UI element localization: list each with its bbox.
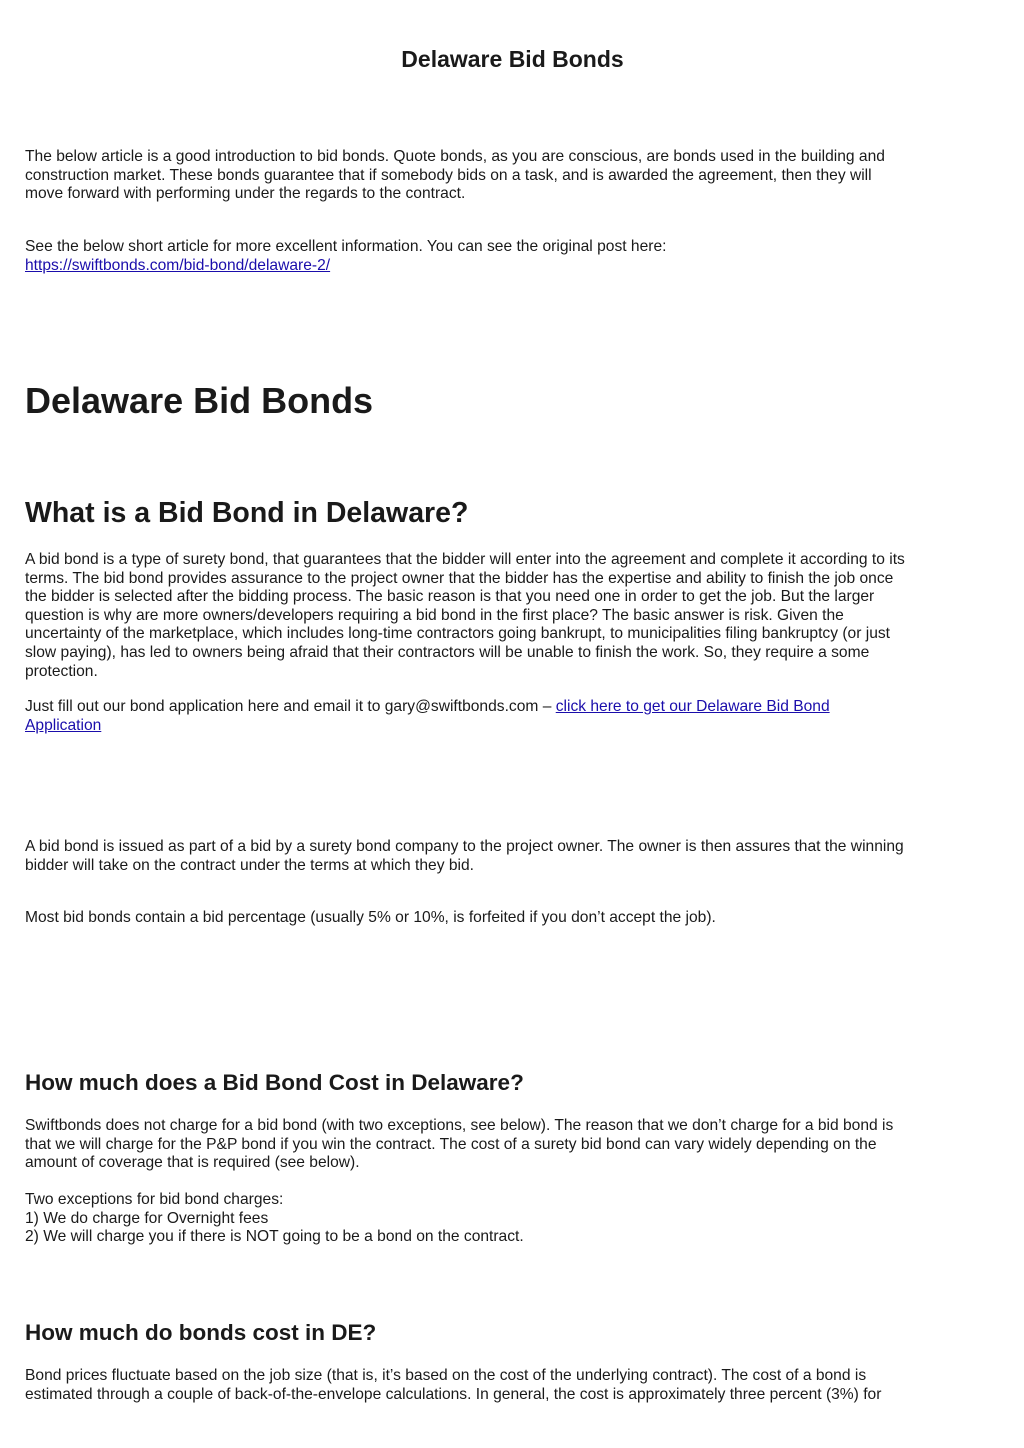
source-text: See the below short article for more excellent information. You can see the original post here: — [25, 238, 667, 255]
section-heading-bond-cost-de: How much do bonds cost in DE? — [25, 1320, 377, 1345]
percentage-paragraph — [25, 909, 1000, 928]
exceptions-list — [25, 1191, 1000, 1247]
application-paragraph — [25, 698, 1000, 735]
body-line: that we will charge for the P&P bond if you win the contract. The cost of a surety bid bond can vary widely depending on the — [25, 1135, 877, 1153]
body-line: slow paying), has led to owners being afraid that their contractors will be unable to finish the work. So, they require a some — [25, 643, 870, 661]
body-line: Most bid bonds contain a bid percentage (usually 5% or 10%, is forfeited if you don’t accept the job). — [25, 909, 716, 926]
application-text: Just fill out our bond application here and email it to gary@swiftbonds.com – — [25, 698, 556, 715]
body-line: the bidder is selected after the bidding process. The basic reason is that you need one in order to get the job. But the larger — [25, 588, 875, 606]
source-paragraph — [25, 238, 1000, 275]
application-link-continued[interactable]: Application — [25, 716, 102, 734]
section-heading-bid-bond-cost: How much does a Bid Bond Cost in Delaware? — [25, 1070, 524, 1095]
exceptions-title: Two exceptions for bid bond charges: — [25, 1191, 284, 1208]
cost-paragraph — [25, 1117, 1000, 1173]
article-heading: Delaware Bid Bonds — [25, 380, 374, 421]
section-heading-what-is-bid-bond: What is a Bid Bond in Delaware? — [25, 497, 469, 529]
intro-paragraph — [25, 148, 1000, 204]
source-link[interactable]: https://swiftbonds.com/bid-bond/delaware-2/ — [25, 256, 331, 274]
issuance-paragraph — [25, 838, 1000, 875]
bond-prices-paragraph — [25, 1367, 1000, 1404]
body-line: A bid bond is a type of surety bond, that guarantees that the bidder will enter into the agreement and complete it according to its — [25, 551, 905, 568]
application-link[interactable]: click here to get our Delaware Bid Bond — [555, 698, 830, 715]
intro-line: construction market. These bonds guarantee that if somebody bids on a task, and is awarded the agreement, then they will — [25, 166, 872, 184]
body-line: protection. — [25, 662, 98, 680]
body-line: bidder will take on the contract under the terms at which they bid. — [25, 856, 474, 874]
section1-paragraph — [25, 551, 1000, 681]
body-line: Bond prices fluctuate based on the job size (that is, it’s based on the cost of the underlying contract). The cost of a bond is — [25, 1367, 867, 1384]
body-line: A bid bond is issued as part of a bid by a surety bond company to the project owner. The owner is then assures that the winning — [25, 838, 904, 855]
document-title: Delaware Bid Bonds — [401, 46, 624, 72]
body-line: amount of coverage that is required (see below). — [25, 1154, 360, 1172]
intro-line: move forward with performing under the regards to the contract. — [25, 185, 466, 203]
body-line: question is why are more owners/developers requiring a bid bond in the first place? The basic answer is risk. Given the — [25, 606, 844, 624]
body-line: estimated through a couple of back-of-the-envelope calculations. In general, the cost is approximately three percent (3%) for — [25, 1385, 882, 1403]
body-line: Swiftbonds does not charge for a bid bond (with two exceptions, see below). The reason that we don’t charge for a bid bond is — [25, 1117, 894, 1134]
body-line: uncertainty of the marketplace, which includes long-time contractors going bankrupt, to municipalities filing bankruptcy (or just — [25, 625, 891, 643]
exception-item: 2) We will charge you if there is NOT going to be a bond on the contract. — [25, 1228, 524, 1246]
exception-item: 1) We do charge for Overnight fees — [25, 1209, 269, 1227]
body-line: terms. The bid bond provides assurance to the project owner that the bidder has the expertise and ability to finish the job once — [25, 569, 894, 587]
intro-line: The below article is a good introduction to bid bonds. Quote bonds, as you are conscious, are bonds used in the building and — [25, 148, 885, 165]
